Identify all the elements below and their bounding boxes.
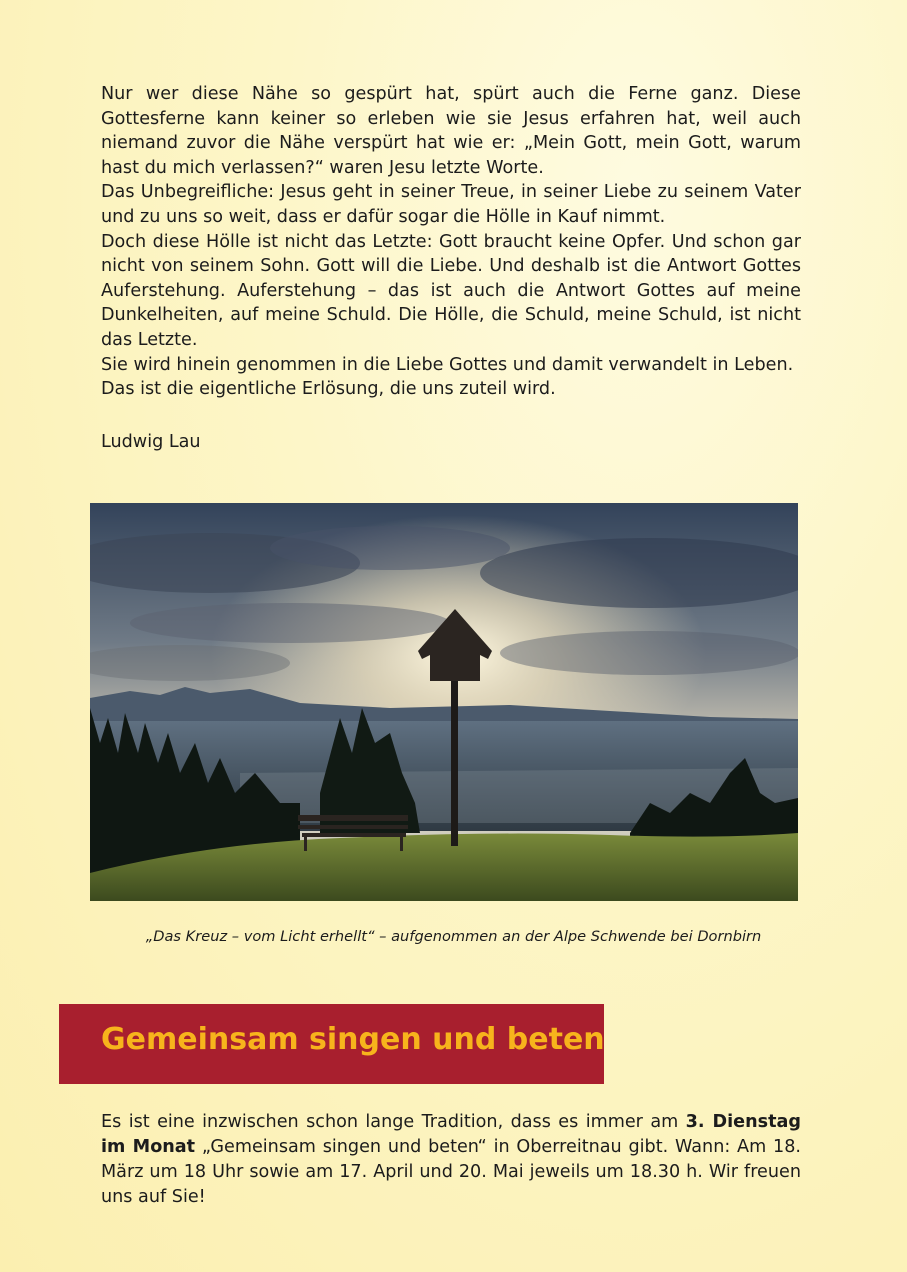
- section-banner: [59, 1004, 604, 1084]
- section-text: [101, 1110, 801, 1210]
- article-paragraph: Nur wer diese Nähe so gespürt hat, spürt auch die Ferne ganz. Diese Gottesferne kann keiner so erleben wie sie Jesus erfahren hat, weil auch niemand zuvor die Nähe verspürt hat wie er: „Mein Gott, mein Gott, warum hast du mich verlassen?“ waren Jesu letzte Worte.: [101, 84, 801, 178]
- section-text-part: Es ist eine inzwischen schon lange Tradition, dass es immer am: [101, 1112, 686, 1132]
- article-paragraph: Das ist die eigentliche Erlösung, die uns zuteil wird.: [101, 379, 556, 400]
- article-text: [101, 82, 801, 402]
- section-text-bold: 3. Dienstag im Monat: [101, 1112, 801, 1157]
- article-paragraph: Sie wird hinein genommen in die Liebe Gottes und damit verwandelt in Leben.: [101, 354, 794, 375]
- article-paragraph: Das Unbegreifliche: Jesus geht in seiner Treue, in seiner Liebe zu seinem Vater und zu uns so weit, dass er dafür sogar die Hölle in Kauf nimmt.: [101, 182, 801, 227]
- section-title: Gemeinsam singen und beten: [101, 1022, 605, 1057]
- section-text-part: „Gemeinsam singen und beten“ in Oberreitnau gibt. Wann: Am 18. März um 18 Uhr sowie am 17. April und 20. Mai jeweils um 18.30 h. Wir freuen uns auf Sie!: [101, 1137, 801, 1207]
- photo-caption: „Das Kreuz – vom Licht erhellt“ – aufgenommen an der Alpe Schwende bei Dornbirn: [145, 928, 762, 945]
- author-name: Ludwig Lau: [101, 432, 201, 452]
- cross-photo: [90, 503, 798, 901]
- article-paragraph: Doch diese Hölle ist nicht das Letzte: Gott braucht keine Opfer. Und schon gar nicht von seinem Sohn. Gott will die Liebe. Und deshalb ist die Antwort Gottes Auferstehung. Auferstehung – das ist auch die Antwort Gottes auf meine Dunkelheiten, auf meine Schuld. Die Hölle, die Schuld, meine Schuld, ist nicht das Letzte.: [101, 231, 801, 350]
